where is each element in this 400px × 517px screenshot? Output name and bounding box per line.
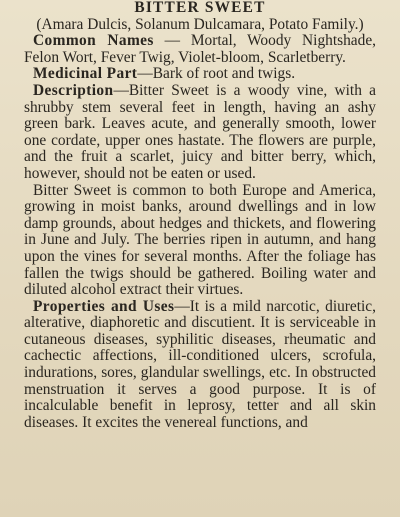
- common-names-heading: Common Names: [33, 32, 154, 50]
- medicinal-part-heading: Medicinal Part: [33, 65, 138, 83]
- properties-heading: Properties and Uses: [33, 297, 175, 315]
- common-names-text: — Mortal, Woody Nightshade, Felon Wort, Fever Twig, Violet-bloom, Scarletberry.: [24, 32, 376, 66]
- description-paragraph: [24, 83, 376, 183]
- description-heading: Description: [33, 81, 114, 99]
- article-subtitle: (Amara Dulcis, Solanum Dulcamara, Potato Family.): [36, 15, 364, 33]
- description-paragraph-2: Bitter Sweet is common to both Europe and America, growing in moist banks, around dwellings and in low damp grounds, about hedges and thickets, and flowering in June and July. The berries ripen in autumn, and hang upon the vines for several months. After the foliage has fallen the twigs should be gathered. Boiling water and diluted alcohol extract their virtues.: [24, 181, 376, 299]
- medicinal-part-text: —Bark of root and twigs.: [137, 65, 296, 83]
- properties-paragraph: [24, 299, 376, 432]
- properties-text: —It is a mild narcotic, diuretic, alterative, diaphoretic and discutient. It is serviceable in cutaneous diseases, syphilitic diseases, rheumatic and cachectic affections, ill-conditioned ulcers, scrofula, indurations, sores, glandular swellings, etc. In obstructed menstruation it serves a good purpose. It is of incalculable benefit in leprosy, tetter and all skin diseases. It excites the venereal functions, and: [24, 297, 376, 431]
- description-text: —Bitter Sweet is a woody vine, with a shrubby stem several feet in length, having an ashy green bark. Leaves acute, and generally smooth, lower one cordate, upper ones hastate. The flowers are purple, and the fruit a scarlet, juicy and bitter berry, which, however, should not be eaten or used.: [24, 81, 376, 182]
- common-names-paragraph: [24, 33, 376, 66]
- article-title: BITTER SWEET: [134, 0, 266, 16]
- article-column: [24, 0, 376, 431]
- medicinal-part-paragraph: [24, 66, 376, 83]
